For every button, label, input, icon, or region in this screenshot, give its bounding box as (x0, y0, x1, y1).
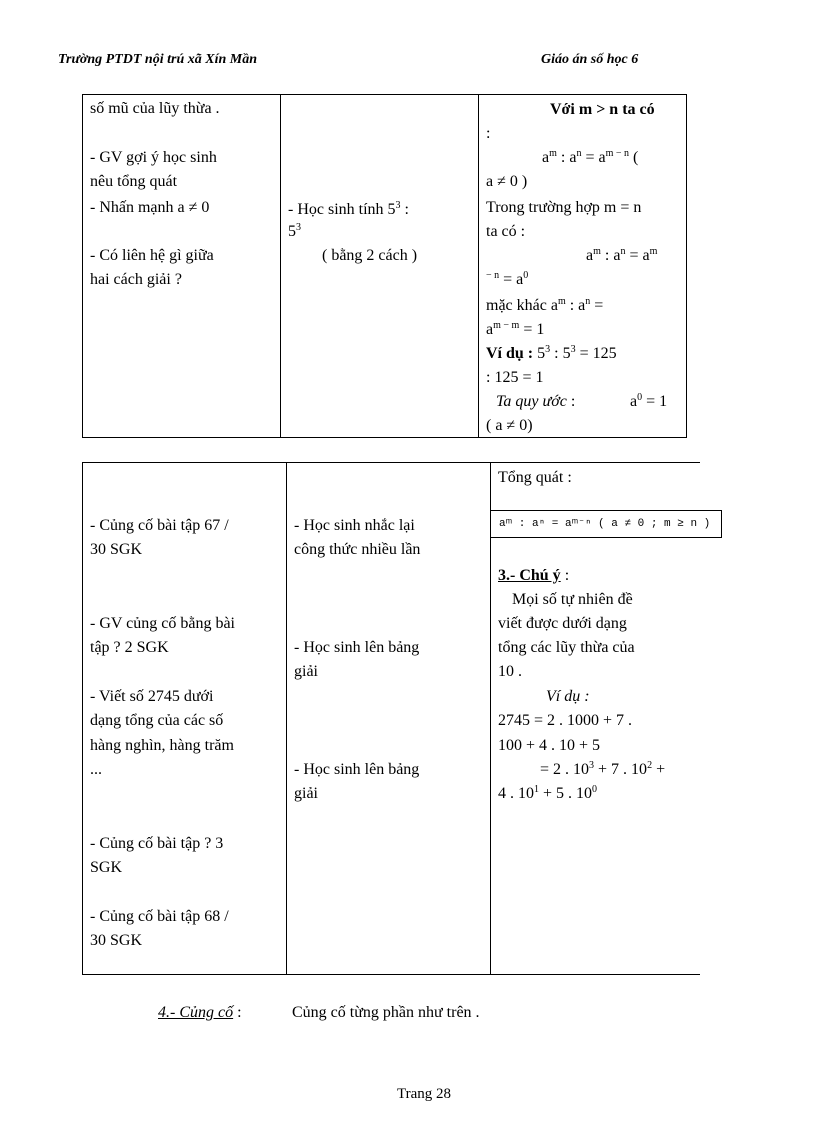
table-2-divider-2 (490, 462, 491, 975)
t2-c3-line: 2745 = 2 . 1000 + 7 . (498, 712, 633, 729)
t2-c3-line: Ví dụ : (546, 688, 590, 705)
t1-c1-line: - GV gợi ý học sinh (90, 149, 217, 166)
t1-c3-line: Ví dụ : $5^3$ : $5^3 = 125$ (486, 344, 617, 362)
t1-c3-line: $a^{m - m} = 1$ (486, 320, 545, 338)
t1-c2-line: - Học sinh tính $5^3$ : (288, 200, 409, 218)
section-4: 4.- Củng cố : (158, 1004, 242, 1021)
general-formula-box: aᵐ : aⁿ = aᵐ⁻ⁿ ( a ≠ 0 ; m ≥ n ) (490, 510, 722, 538)
t2-c3-line: Mọi số tự nhiên đề (512, 591, 633, 608)
t1-c1-line: số mũ của lũy thừa . (90, 100, 220, 117)
t1-c3-line: : 125 = 1 (486, 369, 544, 386)
header-subject: Giáo án số học 6 (541, 52, 639, 67)
table-1-divider-2 (478, 94, 479, 438)
t2-c2-line: công thức nhiều lần (294, 541, 421, 558)
t1-c3-line: : (486, 125, 491, 142)
t1-c1-line: hai cách giải ? (90, 271, 182, 288)
t2-c1-line: 30 SGK (90, 932, 143, 949)
t1-c3-line: $a^0 = 1$ (630, 392, 668, 410)
header-school: Trường PTDT nội trú xã Xín Mần (58, 52, 257, 67)
t2-c3-line: 10 . (498, 663, 522, 680)
t2-c1-line: - Củng cố bài tập 67 / (90, 517, 229, 534)
t2-c1-line: 30 SGK (90, 541, 143, 558)
table-2-divider-1 (286, 462, 287, 975)
t2-c3-line: tổng các lũy thừa của (498, 639, 635, 656)
t1-c2-line: $5^3$ (288, 222, 301, 240)
t1-c3-line: $a^m$ : $a^n = a^m$ (586, 246, 658, 264)
t1-c3-line: Trong trường hợp m = n (486, 199, 642, 216)
t1-c3-line: ( a ≠ 0) (486, 417, 533, 434)
t1-c3-line: ta có : (486, 223, 526, 240)
t2-c1-line: SGK (90, 859, 123, 876)
t1-c3-line: $a^m$ : $a^n = a^{m - n}$ ( (542, 148, 639, 166)
page-number: Trang 28 (396, 1086, 452, 1102)
t2-c3-line: Tổng quát : (498, 469, 572, 486)
t1-c1-line: nêu tổng quát (90, 173, 178, 190)
t1-c3-line: Với m > n ta có (550, 101, 655, 118)
t2-c1-line: - Củng cố bài tập 68 / (90, 908, 229, 925)
section-4-text: Củng cố từng phần như trên . (292, 1004, 480, 1021)
t2-c1-line: - Củng cố bài tập ? 3 (90, 835, 224, 852)
t2-c3-line: viết được dưới dạng (498, 615, 627, 632)
t2-c2-line: giải (294, 785, 318, 802)
t2-c1-line: hàng nghìn, hàng trăm (90, 737, 234, 754)
t1-c3-line: a ≠ 0 ) (486, 173, 528, 190)
t2-c1-line: dạng tổng của các số (90, 712, 224, 729)
t2-c1-line: - GV củng cố bằng bài (90, 615, 235, 632)
t2-c2-line: - Học sinh nhắc lại (294, 517, 415, 534)
table-1-divider-1 (280, 94, 281, 438)
t2-c1-line: ... (90, 761, 102, 778)
t2-c2-line: - Học sinh lên bảng (294, 761, 420, 778)
t2-c2-line: giải (294, 663, 318, 680)
t2-c3-line: 4 . $10^1 + 5$ . $10^0$ (498, 784, 598, 802)
t1-c2-line: ( bằng 2 cách ) (322, 247, 418, 264)
t1-c1-line: - Nhấn mạnh a ≠ 0 (90, 199, 210, 216)
t1-c3-line: $^{- n} = a^0$ (486, 270, 529, 288)
t2-c3-line: 100 + 4 . 10 + 5 (498, 737, 601, 754)
t2-c1-line: - Viết số 2745 dưới (90, 688, 214, 705)
t1-c1-line: - Có liên hệ gì giữa (90, 247, 214, 264)
note-title: 3.- Chú ý : (498, 567, 570, 584)
t2-c2-line: - Học sinh lên bảng (294, 639, 420, 656)
t2-c1-line: tập ? 2 SGK (90, 639, 169, 656)
t1-c3-line: mặc khác $a^m$ : $a^n$ = (486, 296, 604, 314)
t1-c3-line: Ta quy ước : (496, 393, 576, 410)
t2-c3-line: = 2 . $10^3 + 7$ . $10^2$ + (540, 760, 666, 778)
